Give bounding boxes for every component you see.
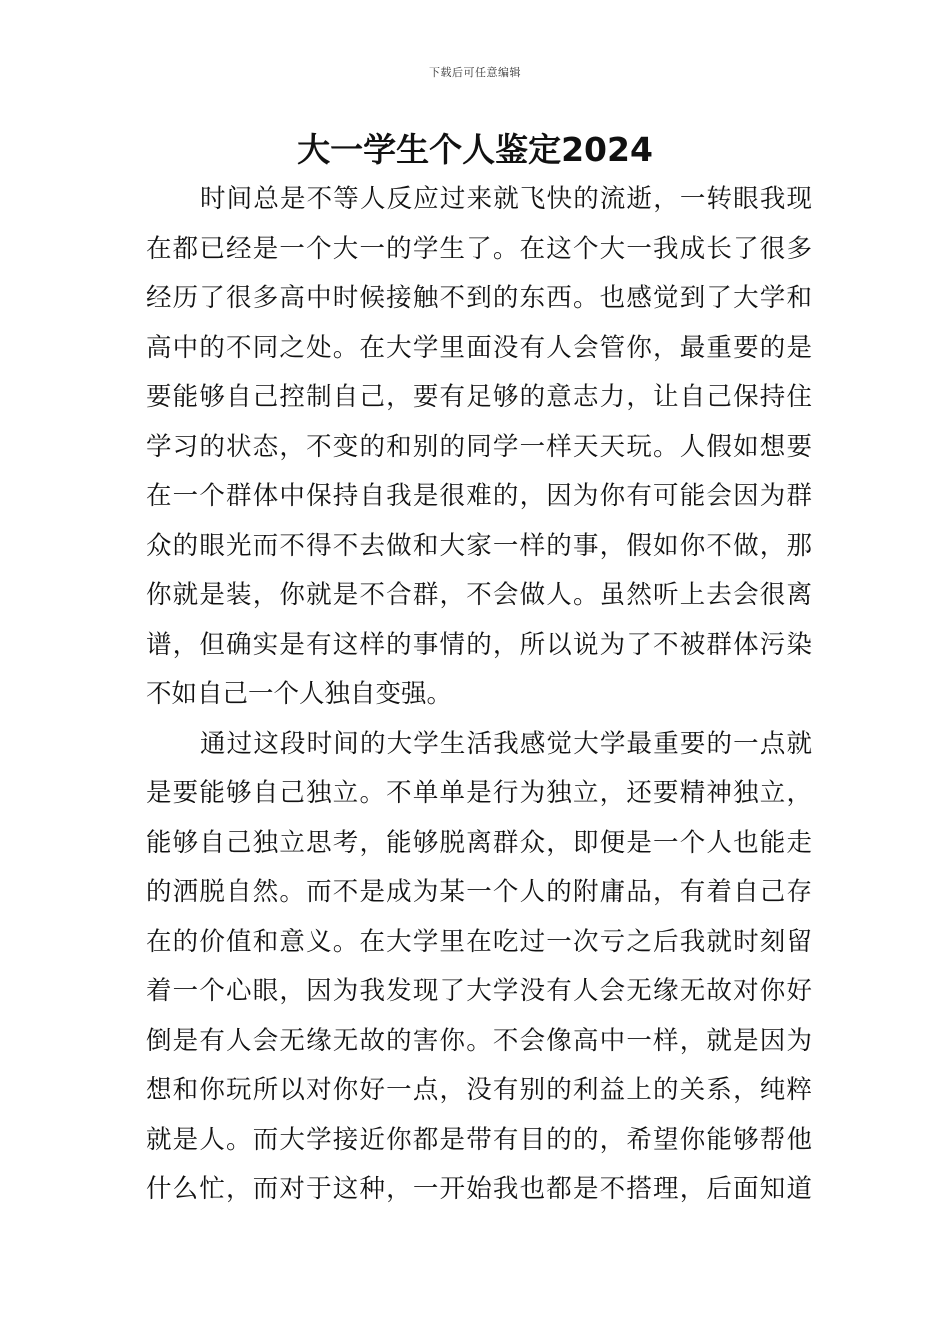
text-line: 谱，但确实是有这样的事情的，所以说为了不被群体污染 [146, 629, 812, 660]
text-line: 不如自己一个人独自变强。 [146, 679, 453, 709]
text-line: 你就是装，你就是不合群，不会做人。虽然听上去会很离 [146, 580, 812, 610]
text-line: 要能够自己控制自己，要有足够的意志力，让自己保持住 [146, 382, 812, 412]
text-line: 是要能够自己独立。不单单是行为独立，还要精神独立， [146, 778, 812, 808]
paragraph-2 [146, 723, 812, 1218]
document-body [146, 178, 812, 1218]
text-line: 学习的状态，不变的和别的同学一样天天玩。人假如想要 [146, 431, 812, 462]
text-line: 在的价值和意义。在大学里在吃过一次亏之后我就时刻留 [146, 926, 812, 957]
text-line: 倒是有人会无缘无故的害你。不会像高中一样，就是因为 [146, 1025, 812, 1056]
text-line: 通过这段时间的大学生活我感觉大学最重要的一点就 [200, 728, 812, 759]
text-line: 就是人。而大学接近你都是带有目的的，希望你能够帮他 [146, 1124, 812, 1155]
text-line: 的洒脱自然。而不是成为某一个人的附庸品，有着自己存 [146, 877, 812, 907]
text-line: 高中的不同之处。在大学里面没有人会管你，最重要的是 [146, 332, 812, 363]
text-line: 什么忙，而对于这种，一开始我也都是不搭理，后面知道 [146, 1174, 812, 1204]
text-line: 众的眼光而不得不去做和大家一样的事，假如你不做，那 [146, 530, 812, 561]
page-title: 大一学生个人鉴定2024 [297, 130, 653, 169]
text-line: 时间总是不等人反应过来就飞快的流逝，一转眼我现 [200, 184, 812, 214]
paragraph-1 [146, 178, 812, 723]
text-line: 经历了很多高中时候接触不到的东西。也感觉到了大学和 [146, 283, 812, 313]
header-note: 下载后可任意编辑 [429, 66, 521, 79]
text-line: 在都已经是一个大一的学生了。在这个大一我成长了很多 [146, 233, 812, 264]
text-line: 能够自己独立思考，能够脱离群众，即便是一个人也能走 [146, 827, 812, 858]
text-line: 着一个心眼，因为我发现了大学没有人会无缘无故对你好 [146, 976, 812, 1006]
text-line: 想和你玩所以对你好一点，没有别的利益上的关系，纯粹 [146, 1075, 812, 1105]
text-line: 在一个群体中保持自我是很难的，因为你有可能会因为群 [146, 481, 812, 511]
